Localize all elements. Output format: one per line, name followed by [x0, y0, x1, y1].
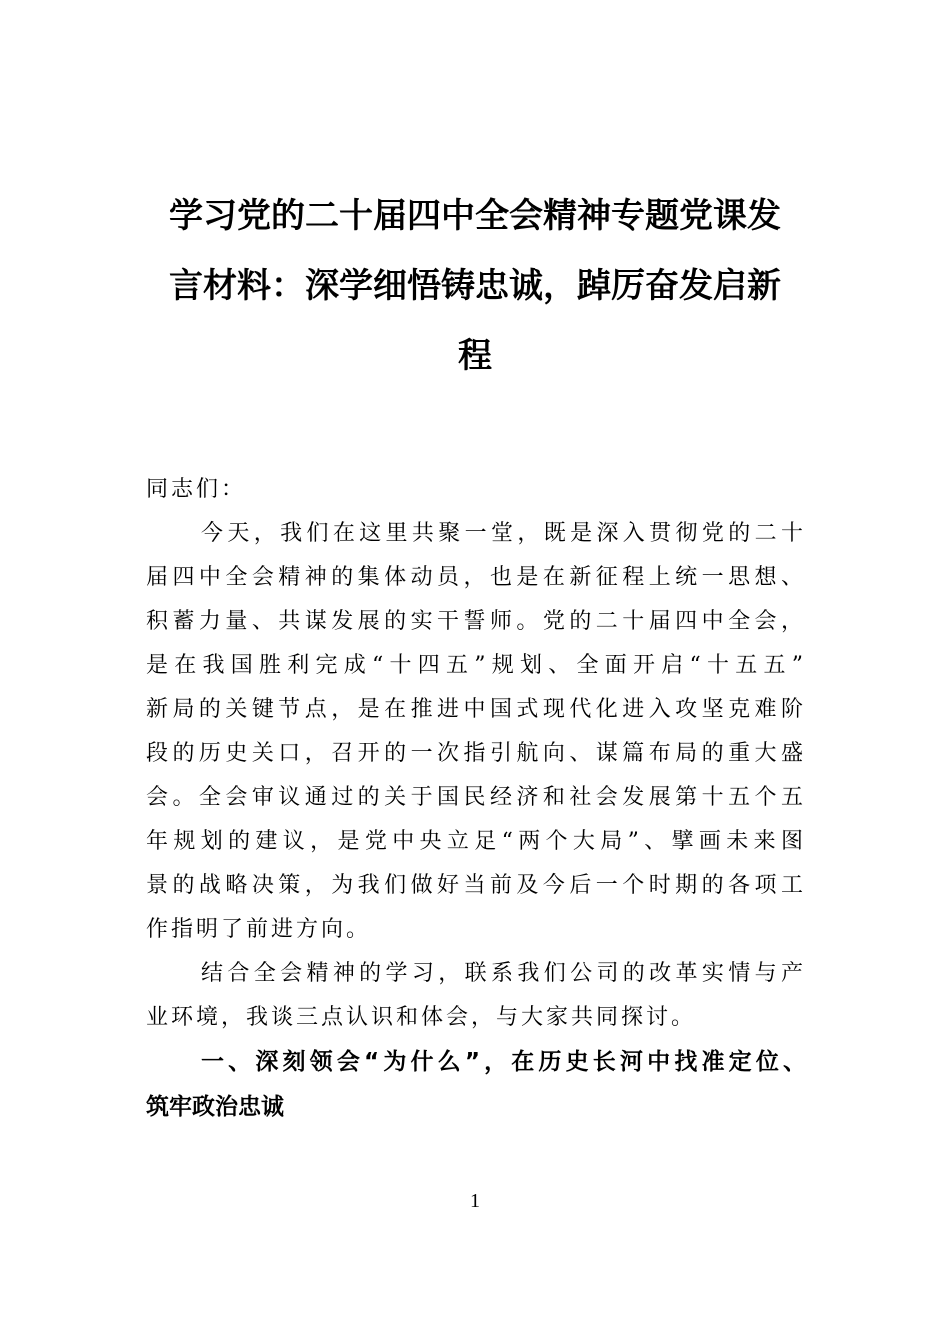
- text-line: 结合全会精神的学习，联系我们公司的改革实情与产: [201, 961, 806, 986]
- text-line: 段的历史关口，召开的一次指引航向、谋篇布局的重大盛: [146, 741, 806, 766]
- document-title: [150, 198, 800, 408]
- paragraph-intro: [146, 512, 806, 952]
- text-line: 积蓄力量、共谋发展的实干誓师。党的二十届四中全会，: [146, 609, 806, 634]
- text-line: 作指明了前进方向。: [146, 917, 372, 942]
- text-line: 年规划的建议，是党中央立足“两个大局”、擘画未来图: [146, 829, 806, 854]
- section-heading-1: [146, 1040, 806, 1130]
- text-line: 会。全会审议通过的关于国民经济和社会发展第十五个五: [146, 785, 806, 810]
- paragraph-outline: [146, 952, 806, 1040]
- title-line: 言材料：深学细悟铸忠诚，踔厉奋发启新: [169, 266, 781, 306]
- text-line: 新局的关键节点，是在推进中国式现代化进入攻坚克难阶: [146, 697, 806, 722]
- document-body: [146, 468, 806, 1130]
- text-line: 届四中全会精神的集体动员，也是在新征程上统一思想、: [146, 565, 806, 590]
- salutation: [146, 468, 806, 512]
- title-line: 程: [458, 336, 492, 376]
- text-line: 今天，我们在这里共聚一堂，既是深入贯彻党的二十: [201, 521, 806, 546]
- text-line: 景的战略决策，为我们做好当前及今后一个时期的各项工: [146, 873, 806, 898]
- salutation-text: 同志们：: [146, 477, 247, 502]
- title-line: 学习党的二十届四中全会精神专题党课发: [169, 196, 781, 236]
- text-line: 是在我国胜利完成“十四五”规划、全面开启“十五五”: [146, 653, 806, 678]
- heading-line: 筑牢政治忠诚: [146, 1094, 284, 1120]
- page-number: 1: [470, 1190, 480, 1212]
- text-line: 业环境，我谈三点认识和体会，与大家共同探讨。: [146, 1005, 697, 1030]
- heading-line: 一、深刻领会“为什么”，在历史长河中找准定位、: [201, 1049, 806, 1075]
